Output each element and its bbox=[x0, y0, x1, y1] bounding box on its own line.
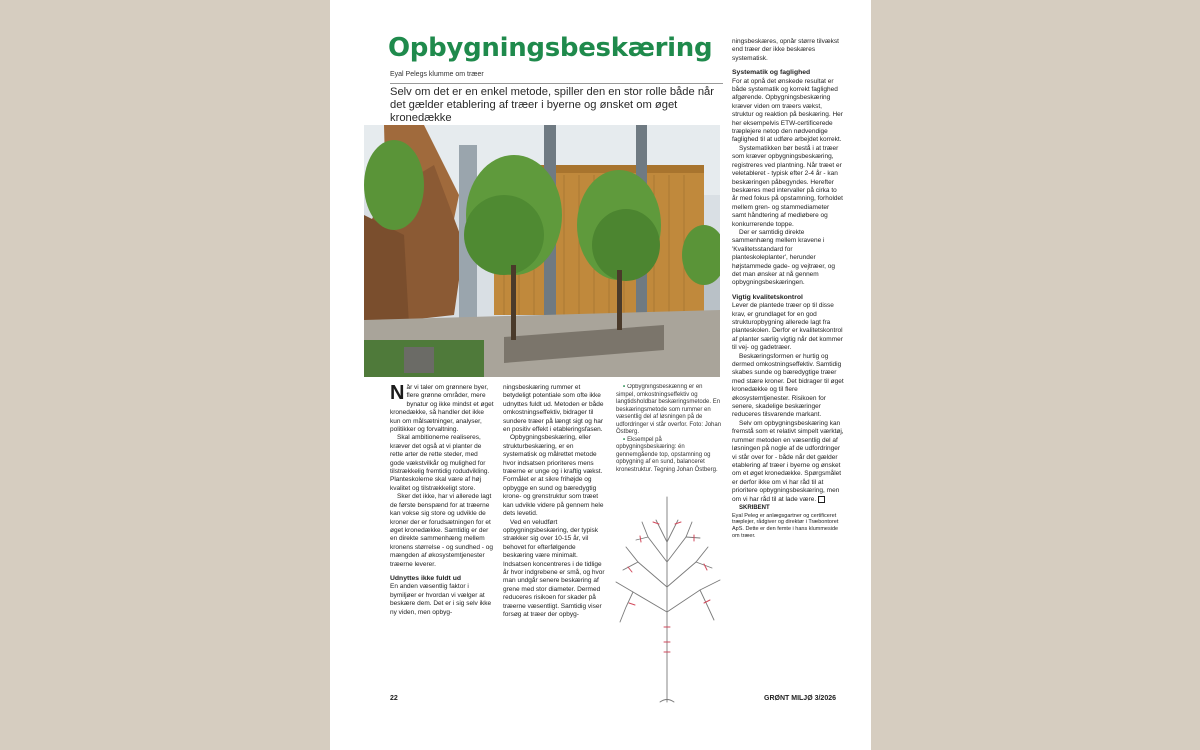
body-column-2 bbox=[503, 384, 607, 690]
body-paragraph: Systematikken bør bestå i at træer som kræver opbygningsbeskæring, registreres ved plantning. Når træet er veletableret - typisk efter 2-4 år - kan beskæringen påbegyndes. Herefter beskæres med intervaller på cirka to år med fokus på opstamning, forholdet mellem gren- og stammediameter samt håndtering af medløbere og konkurrerende toppe. bbox=[732, 144, 843, 228]
body-paragraph bbox=[732, 420, 844, 504]
article-title: Opbygningsbeskæring bbox=[388, 33, 713, 63]
tree-pruning-drawing bbox=[608, 492, 726, 704]
photo-caption-text: Opbygningsbeskæring er en simpel, omkostningseffektiv og langtidsholdbar beskæringsmetode. En beskæringsmetode som rummer en væsentlig del af løsningen på de udfordringer vi står overfor. Foto: Johan Östberg. bbox=[616, 384, 722, 435]
end-mark-icon bbox=[818, 496, 825, 503]
author-bio: Eyal Peleg er anlægsgartner og certificeret træplejer, rådgiver og direktør i Træbontoret ApS. Dette er den femte i hans klummeside om træer. bbox=[732, 512, 839, 539]
body-paragraph: ningsbeskæres, opnår større tilvækst end træer der ikke beskæres systematisk. bbox=[732, 38, 839, 62]
drawing-caption-text: Eksempel på opbygningsbeskæring: én gennemgående top, opstamning og opbygning af en sund, balanceret kronestruktur. Tegning Johan Östberg. bbox=[616, 436, 718, 473]
body-paragraph: For at opnå det ønskede resultat er både systematik og korrekt faglighed afgørende. Opbygningsbeskæring kræver viden om træers vækst, struktur og reaktion på beskæring. Her her eksempelvis ETW-certificerede træplejere netop den nødvendige faglighed til at udføre arbejdet korrekt. bbox=[732, 77, 843, 144]
body-paragraph: Beskæringsformen er hurtig og dermed omkostningseffektiv. Samtidig skabes sunde og bæredygtige træer med stære kroner. Det bidrager til øget kronedække og til flere økosystemtjenester. Risikoen for senere, skadelige beskæringer reduceres tilsvarende markant. bbox=[732, 352, 844, 419]
title-rule bbox=[390, 83, 723, 84]
byline: Eyal Pelegs klumme om træer bbox=[390, 71, 484, 78]
closing-text: Selv om opbygningsbeskæring kan fremstå som et relativt simpelt værktøj, rummer metoden en væsentlig del af løsningen på nogle af de udfordringer vi står over for - både når det gælder etablering af træer i byerne og ønsket om et øget kronedække. Spørgsmålet er derfor ikke om vi har råd til at prioritere opbygningsbeskæring, men om vi har råd til at lade være. bbox=[732, 419, 844, 503]
street-photo bbox=[364, 125, 720, 377]
magazine-issue: GRØNT MILJØ 3/2026 bbox=[764, 695, 836, 702]
body-paragraph: Ved en veludført opbygningsbeskæring, der typisk strækker sig over 10-15 år, vil behovet for efterfølgende beskæring være minimalt. Indsatsen koncentreres i de tidlige år hvor indgrebene er små, og hvor man undgår senere beskæring af grene med stor diameter. Dermed reduceres risikoen for skader på træerne væsentligt. Samtidig viser forsøg at træer der opbyg- bbox=[503, 518, 605, 618]
body-paragraph: Lever de plantede træer op til disse krav, er grundlaget for en god strukturopbygning allerede lagt fra planteskolen. Derfor er kvalitetskontrol af planter særlig vigtig når det kommer til vej- og gadetræer. bbox=[732, 302, 843, 352]
caption-column bbox=[616, 384, 722, 494]
subheading: Vigtig kvalitetskontrol bbox=[732, 293, 803, 301]
body-column-1 bbox=[390, 384, 494, 690]
subheading: Systematik og faglighed bbox=[732, 69, 811, 77]
article-deck: Selv om det er en enkel metode, spiller den en stor rolle både når det gælder etablering af træer i byerne og ønsket om øget kronedække bbox=[390, 86, 715, 124]
caption-bullet-icon: • bbox=[623, 384, 626, 390]
body-paragraph: ningsbeskæring rummer et betydeligt potentiale som ofte ikke udnyttes fuldt ud. Metoden er både omkostningseffektiv, bidrager til sundere træer på længt sigt og har en positiv effekt i etableringsfasen. bbox=[503, 384, 604, 434]
lead-text: år vi taler om grønnere byer, flere grønne områder, mere bynatur og ikke mindst et øget kronedække, så handler det ikke kun om målsætninger, analyser, politikker og forvaltning. bbox=[390, 384, 494, 434]
body-column-4 bbox=[732, 38, 844, 690]
drawing-caption bbox=[616, 437, 722, 475]
caption-bullet-icon: • bbox=[623, 436, 626, 443]
photo-caption bbox=[616, 384, 722, 437]
body-paragraph: Der er samtidig direkte sammenhæng mellem kravene i 'Kvalitetsstandard for planteskoleplanter', herunder højstammede gade- og vejtræer, og det man ønsker at nå gennem opbygningsbeskæringen. bbox=[732, 228, 835, 287]
body-paragraph: En anden væsentlig faktor i bymiljøer er hvordan vi vælger at beskære dem. Det er i sig selv ikke ny viden, men opbyg- bbox=[390, 583, 492, 616]
magazine-page bbox=[330, 0, 871, 750]
author-label: SKRIBENT bbox=[739, 505, 770, 512]
body-paragraph: Sker det ikke, har vi allerede lagt de første benspænd for at træerne kan vokse sig store og udvikle de kroner der er forudsætningen for et øget kronedække. Samtidig er der en direkte sammenhæng mellem kronens størrelse - og sundhed - og mængden af økosystemtjenester træerne leverer. bbox=[390, 493, 493, 568]
body-paragraph: Opbygningsbeskæring, eller strukturbeskæring, er en systematisk og målrettet metode hvor indsatsen prioriteres mens træerne er unge og i kraftig vækst. Formålet er at sikre frihøjde og opbygge en sund og bæredygtig krone- og grenstruktur som træet kan udvikle videre på gennem hele dets levetid. bbox=[503, 434, 604, 518]
drop-cap: N bbox=[390, 384, 405, 404]
subheading: Udnyttes ikke fuldt ud bbox=[390, 574, 461, 582]
body-paragraph: Skal ambitionerne realiseres, kræver det også at vi planter de rette arter de rette steder, med gode vækstvilkår og mulighed for tilstrækkelig fremtidig rodudvikling. Planteskolerne skal være af høj kvalitet og tilstrækkeligt store. bbox=[390, 434, 490, 492]
page-number: 22 bbox=[390, 695, 398, 702]
body-paragraph bbox=[390, 384, 494, 434]
